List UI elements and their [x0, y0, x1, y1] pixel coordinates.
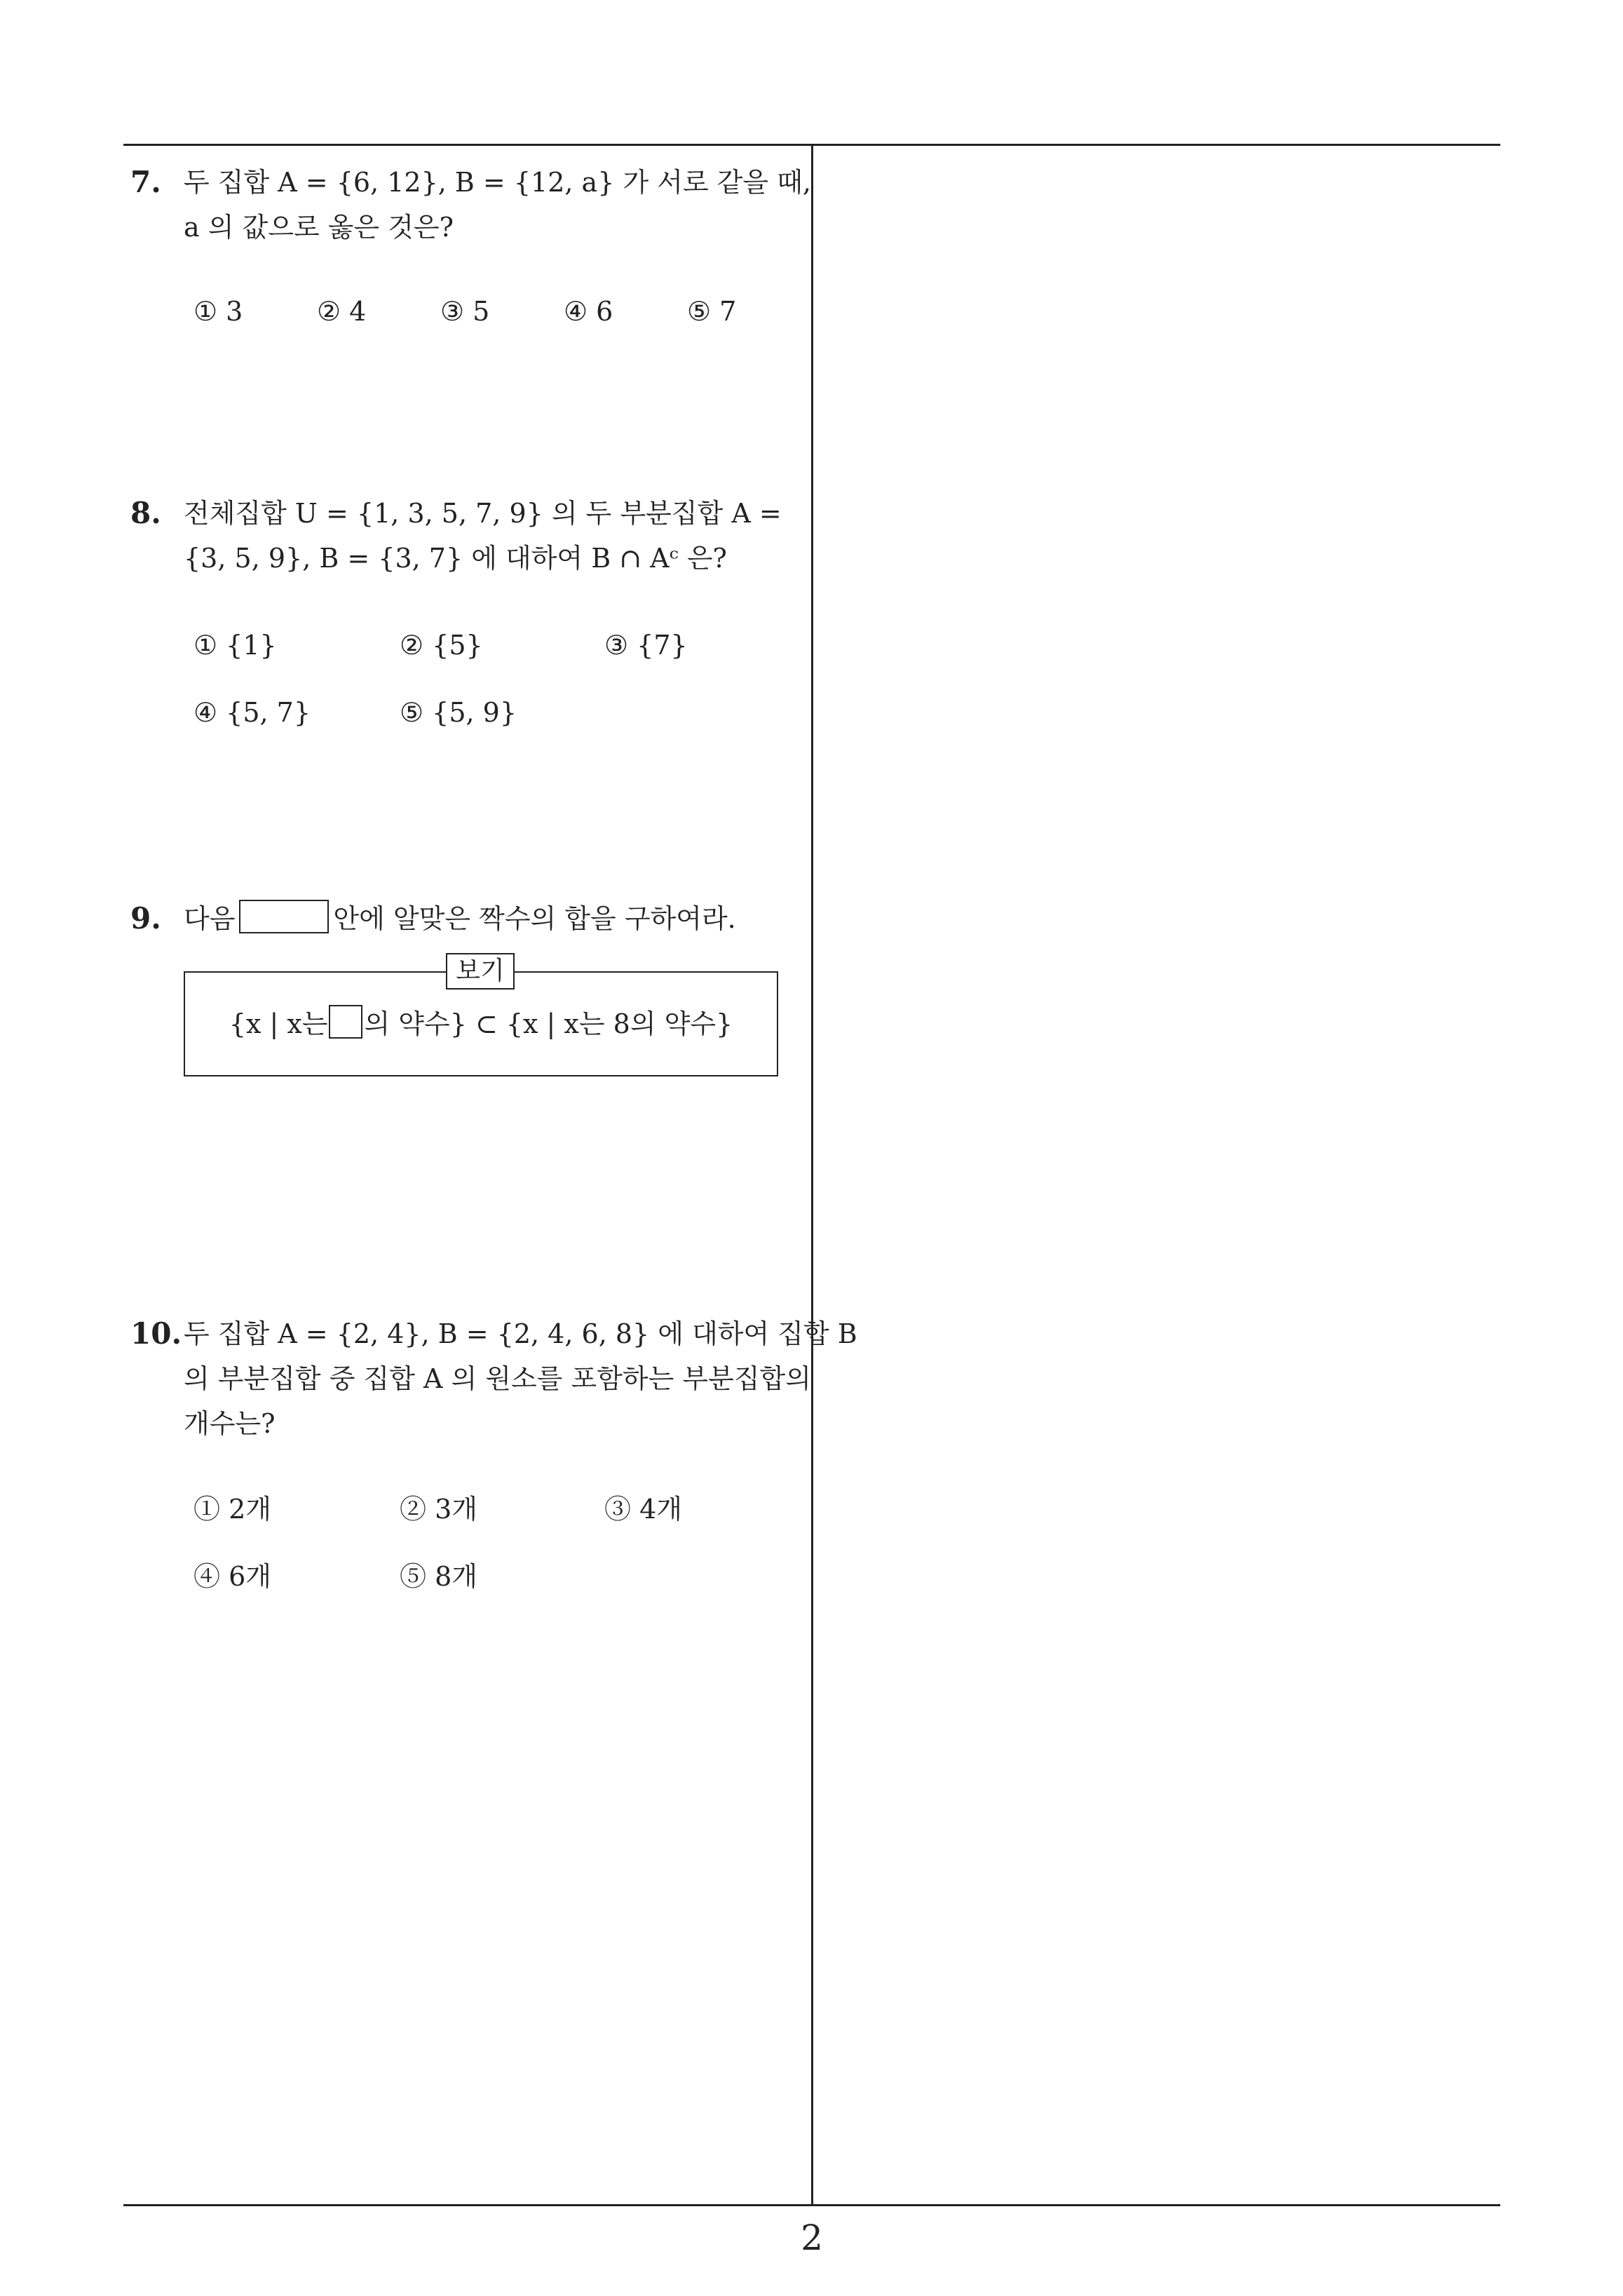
question-10 [130, 1311, 857, 1606]
bogi-text-left: {x | x는 [229, 1008, 328, 1039]
bogi-content [184, 1001, 778, 1046]
choice-5[interactable]: ⑤ {5, 9} [400, 697, 517, 728]
bogi-text-right: 의 약수} ⊂ {x | x는 8의 약수} [364, 1008, 733, 1039]
question-number: 8. [130, 496, 161, 530]
choice-5[interactable]: ⑤ 8개 [400, 1561, 477, 1592]
choice-4[interactable]: ④ {5, 7} [193, 697, 311, 728]
choice-1[interactable]: ① 2개 [193, 1494, 271, 1525]
question-9 [130, 896, 803, 945]
question-text-line: 의 부분집합 중 집합 A 의 원소를 포함하는 부분집합의 [184, 1363, 811, 1394]
choice-3[interactable]: ③ {7} [604, 630, 688, 661]
bottom-rule [123, 2204, 1500, 2206]
choice-2[interactable]: ② 3개 [400, 1494, 477, 1525]
question-text-line: 개수는? [184, 1408, 276, 1439]
question-8 [130, 491, 803, 743]
answer-blank [239, 900, 329, 933]
choice-1[interactable]: ① 3 [193, 296, 243, 327]
bogi-blank [329, 1005, 362, 1039]
choice-4[interactable]: ④ 6 [564, 296, 613, 327]
question-text-line: a 의 값으로 옳은 것은? [184, 212, 454, 243]
question-text-line: {3, 5, 9}, B = {3, 7} 에 대하여 B ∩ Aᶜ 은? [184, 543, 727, 574]
question-text-before-blank: 다음 [184, 903, 236, 934]
page-number: 2 [801, 2217, 823, 2258]
bogi-label: 보기 [446, 953, 515, 990]
question-text-after-blank: 안에 알맞은 짝수의 합을 구하여라. [333, 903, 736, 934]
column-divider [811, 144, 813, 2206]
question-7 [130, 160, 812, 335]
question-number: 7. [130, 165, 161, 199]
choice-2[interactable]: ② 4 [317, 296, 367, 327]
question-text-line: 두 집합 A = {2, 4}, B = {2, 4, 6, 8} 에 대하여 집합 B [184, 1318, 857, 1349]
question-text-line [184, 896, 736, 941]
choice-2[interactable]: ② {5} [400, 630, 483, 661]
question-number: 10. [130, 1316, 182, 1351]
choice-1[interactable]: ① {1} [193, 630, 277, 661]
choice-4[interactable]: ④ 6개 [193, 1561, 271, 1592]
choice-3[interactable]: ③ 5 [440, 296, 490, 327]
question-text-line: 두 집합 A = {6, 12}, B = {12, a} 가 서로 같을 때, [184, 167, 812, 198]
choice-3[interactable]: ③ 4개 [604, 1494, 682, 1525]
question-number: 9. [130, 901, 161, 936]
question-text-line: 전체집합 U = {1, 3, 5, 7, 9} 의 두 부분집합 A = [184, 498, 782, 529]
choice-5[interactable]: ⑤ 7 [687, 296, 737, 327]
